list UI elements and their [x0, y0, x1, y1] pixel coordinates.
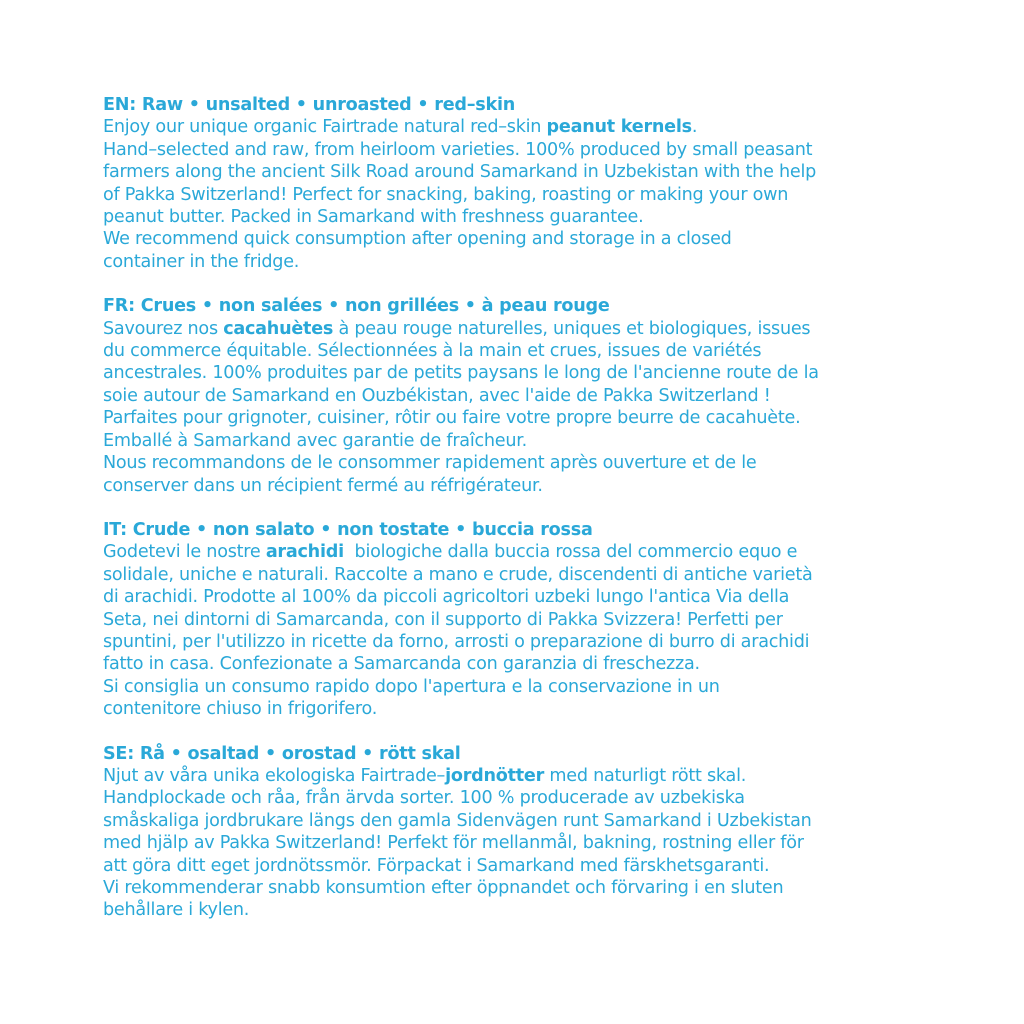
section-heading: FR: Crues • non salées • non grillées • à peau rouge: [103, 296, 610, 317]
text-line: fatto in casa. Confezionate a Samarcanda con garanzia di freschezza.: [103, 654, 700, 675]
text-line: du commerce équitable. Sélectionnées à la main et crues, issues de variétés: [103, 341, 762, 362]
text-line: Nous recommandons de le consommer rapidement après ouverture et de le: [103, 453, 757, 474]
section-heading: SE: Rå • osaltad • orostad • rött skal: [103, 743, 461, 764]
text-line: Si consiglia un consumo rapido dopo l'apertura e la conservazione in un: [103, 676, 720, 697]
text-line: Parfaites pour grignoter, cuisiner, rôtir ou faire votre propre beurre de cacahuète.: [103, 408, 801, 429]
text-line: med hjälp av Pakka Switzerland! Perfekt för mellanmål, bakning, rostning eller för: [103, 833, 804, 854]
text-line: att göra ditt eget jordnötssmör. Förpackat i Samarkand med färskhetsgaranti.: [103, 855, 770, 876]
text-line: Hand–selected and raw, from heirloom varieties. 100% produced by small peasant: [103, 139, 813, 160]
text-line: småskaliga jordbrukare längs den gamla Sidenvägen runt Samarkand i Uzbekistan: [103, 810, 812, 831]
text-line: We recommend quick consumption after opening and storage in a closed: [103, 229, 732, 250]
text-line: Godetevi le nostre arachidi biologiche dalla buccia rossa del commercio equo e: [103, 542, 798, 563]
section-heading: EN: Raw • unsalted • unroasted • red–skin: [103, 95, 515, 115]
text-line: peanut butter. Packed in Samarkand with freshness guarantee.: [103, 207, 644, 228]
section-fr: [103, 295, 923, 497]
text-line: Handplockade och råa, från ärvda sorter. 100 % producerade av uzbekiska: [103, 788, 745, 809]
text-line: solidale, uniche e naturali. Raccolte a mano e crude, discendenti di antiche varietà: [103, 564, 813, 585]
text-line: spuntini, per l'utilizzo in ricette da forno, arrosti o preparazione di burro di arachidi: [103, 631, 810, 652]
text-line: Savourez nos cacahuètes à peau rouge naturelles, uniques et biologiques, issues: [103, 318, 811, 339]
text-line: soie autour de Samarkand en Ouzbékistan, avec l'aide de Pakka Switzerland !: [103, 385, 771, 406]
product-keyword: jordnötter: [445, 765, 545, 786]
text-line: Vi rekommenderar snabb konsumtion efter öppnandet och förvaring i en sluten: [103, 878, 784, 898]
product-keyword: peanut kernels: [546, 117, 692, 138]
section-en: [103, 94, 923, 273]
text-line: Enjoy our unique organic Fairtrade natural red–skin peanut kernels.: [103, 117, 698, 138]
product-keyword: arachidi: [265, 542, 344, 563]
text-line: ancestrales. 100% produites par de petits paysans le long de l'ancienne route de la: [103, 363, 819, 384]
product-description: [103, 94, 923, 944]
text-line: di arachidi. Prodotte al 100% da piccoli agricoltori uzbeki lungo l'antica Via della: [103, 587, 790, 608]
text-line: farmers along the ancient Silk Road around Samarkand in Uzbekistan with the help: [103, 162, 817, 183]
text-line: contenitore chiuso in frigorifero.: [103, 699, 378, 720]
section-se: [103, 743, 923, 922]
text-line: conserver dans un récipient fermé au réfrigérateur.: [103, 475, 543, 496]
text-line: Seta, nei dintorni di Samarcanda, con il supporto di Pakka Svizzera! Perfetti per: [103, 609, 783, 630]
text-line: Emballé à Samarkand avec garantie de fraîcheur.: [103, 430, 527, 451]
product-keyword: cacahuètes: [223, 318, 334, 339]
text-line: container in the fridge.: [103, 251, 300, 272]
text-line: Njut av våra unika ekologiska Fairtrade–jordnötter med naturligt rött skal.: [103, 765, 747, 786]
text-line: of Pakka Switzerland! Perfect for snacking, baking, roasting or making your own: [103, 184, 789, 205]
text-line: behållare i kylen.: [103, 900, 250, 921]
section-it: [103, 519, 923, 721]
section-heading: IT: Crude • non salato • non tostate • buccia rossa: [103, 519, 593, 540]
